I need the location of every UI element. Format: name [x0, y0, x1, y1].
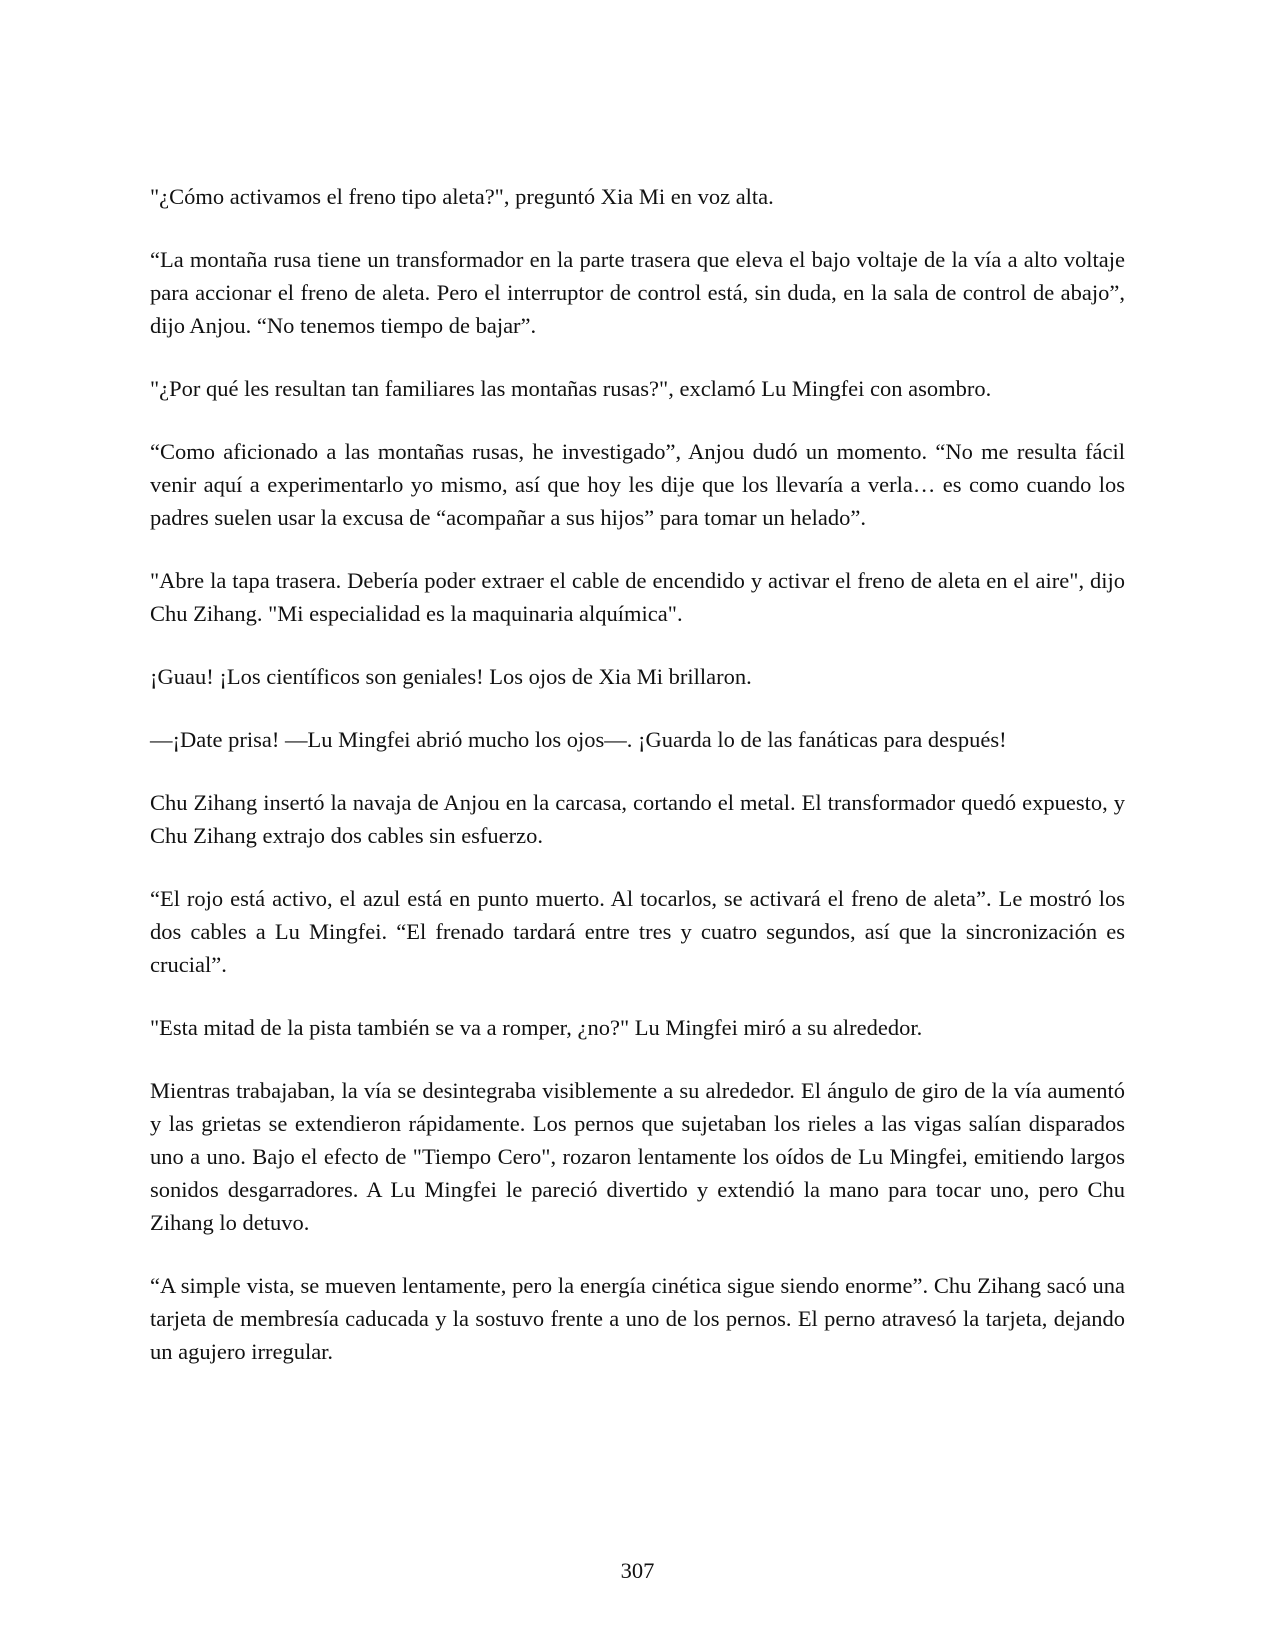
paragraph: —¡Date prisa! —Lu Mingfei abrió mucho los ojos—. ¡Guarda lo de las fanáticas para después!	[150, 727, 1007, 752]
paragraph: “La montaña rusa tiene un transformador en la parte trasera que eleva el bajo voltaje de la vía a alto voltaje para accionar el freno de aleta. Pero el interruptor de control está, sin duda, en la sala de control de abajo”, dijo Anjou. “No tenemos tiempo de bajar”.	[150, 247, 1125, 338]
page-number: 307	[620, 1558, 655, 1583]
page-body	[150, 180, 1125, 1398]
paragraph: “Como aficionado a las montañas rusas, he investigado”, Anjou dudó un momento. “No me resulta fácil venir aquí a experimentarlo yo mismo, así que hoy les dije que los llevaría a verla… es como cuando los padres suelen usar la excusa de “acompañar a sus hijos” para tomar un helado”.	[150, 439, 1125, 530]
paragraph: Chu Zihang insertó la navaja de Anjou en la carcasa, cortando el metal. El transformador quedó expuesto, y Chu Zihang extrajo dos cables sin esfuerzo.	[150, 790, 1125, 848]
paragraph: "¿Por qué les resultan tan familiares las montañas rusas?", exclamó Lu Mingfei con asombro.	[150, 376, 992, 401]
paragraph: Mientras trabajaban, la vía se desintegraba visiblemente a su alrededor. El ángulo de giro de la vía aumentó y las grietas se extendieron rápidamente. Los pernos que sujetaban los rieles a las vigas salían disparados uno a uno. Bajo el efecto de "Tiempo Cero", rozaron lentamente los oídos de Lu Mingfei, emitiendo largos sonidos desgarradores. A Lu Mingfei le pareció divertido y extendió la mano para tocar uno, pero Chu Zihang lo detuvo.	[150, 1078, 1125, 1235]
paragraph: "Esta mitad de la pista también se va a romper, ¿no?" Lu Mingfei miró a su alrededor.	[150, 1015, 923, 1040]
paragraph: "¿Cómo activamos el freno tipo aleta?", preguntó Xia Mi en voz alta.	[150, 184, 774, 209]
paragraph: ¡Guau! ¡Los científicos son geniales! Los ojos de Xia Mi brillaron.	[150, 664, 752, 689]
paragraph: “A simple vista, se mueven lentamente, pero la energía cinética sigue siendo enorme”. Chu Zihang sacó una tarjeta de membresía caducada y la sostuvo frente a uno de los pernos. El perno atravesó la tarjeta, dejando un agujero irregular.	[150, 1273, 1125, 1364]
paragraph: "Abre la tapa trasera. Debería poder extraer el cable de encendido y activar el freno de aleta en el aire", dijo Chu Zihang. "Mi especialidad es la maquinaria alquímica".	[150, 568, 1125, 626]
paragraph: “El rojo está activo, el azul está en punto muerto. Al tocarlos, se activará el freno de aleta”. Le mostró los dos cables a Lu Mingfei. “El frenado tardará entre tres y cuatro segundos, así que la sincronización es crucial”.	[150, 886, 1125, 977]
